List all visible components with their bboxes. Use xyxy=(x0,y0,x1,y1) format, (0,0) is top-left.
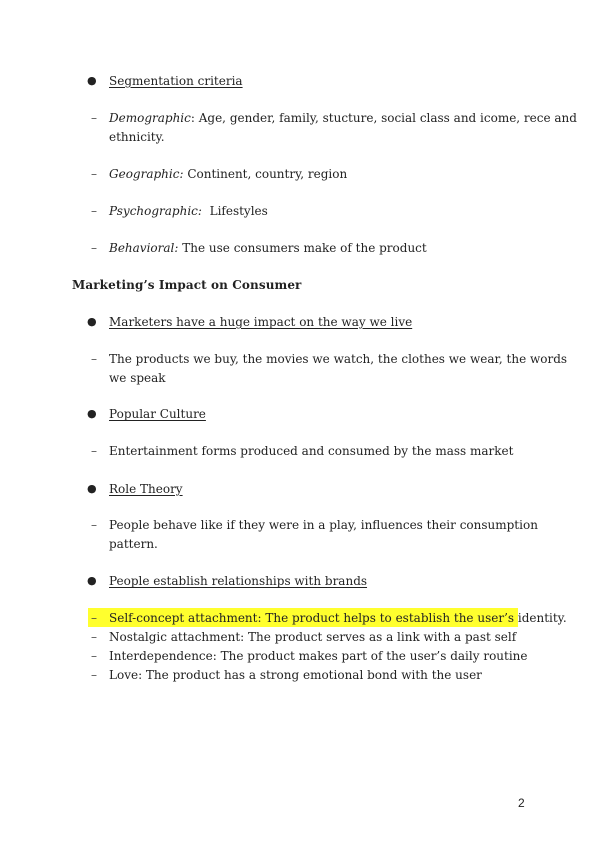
dash-marker: – xyxy=(91,352,97,366)
item-text: Lifestyles xyxy=(209,204,268,218)
dash-marker: – xyxy=(91,204,97,218)
dash-marker: – xyxy=(91,668,97,682)
item-text-continued: we speak xyxy=(109,371,166,385)
item-text: People behave like if they were in a play, influences their consumption xyxy=(109,518,538,532)
dash-marker: – xyxy=(91,167,97,181)
bullet-marker: ● xyxy=(87,315,97,328)
item-separator xyxy=(202,204,210,218)
dash-marker: – xyxy=(91,111,97,125)
item-text: Love: The product has a strong emotional bond with the user xyxy=(109,668,482,682)
bullet-title: Role Theory xyxy=(109,482,183,496)
dash-marker: – xyxy=(91,518,97,532)
bullet-marker: ● xyxy=(87,74,97,87)
item-text: Age, gender, family, stucture, social class and icome, rece and xyxy=(198,111,577,125)
item-text: Self-concept attachment: The product helps to establish the user’s identity. xyxy=(109,611,567,625)
item-text: Interdependence: The product makes part of the user’s daily routine xyxy=(109,649,528,663)
bullet-title: Popular Culture xyxy=(109,407,206,421)
dash-marker: – xyxy=(91,611,97,625)
dash-marker: – xyxy=(91,444,97,458)
item-term: Psychographic: xyxy=(109,204,202,218)
bullet-marker: ● xyxy=(87,482,97,495)
item-term: Demographic xyxy=(109,111,191,125)
dash-marker: – xyxy=(91,649,97,663)
item-text: Nostalgic attachment: The product serves as a link with a past self xyxy=(109,630,517,644)
bullet-marker: ● xyxy=(87,407,97,420)
item-separator: : xyxy=(190,111,199,125)
item-text-continued: pattern. xyxy=(109,537,158,551)
bullet-marker: ● xyxy=(87,574,97,587)
item-text-continued: ethnicity. xyxy=(109,130,165,144)
heading-text: Marketing’s Impact on Consumer xyxy=(72,278,302,292)
dash-marker: – xyxy=(91,241,97,255)
dash-marker: – xyxy=(91,630,97,644)
item-term: Behavioral: xyxy=(109,241,179,255)
item-term: Geographic: xyxy=(109,167,184,181)
page-number: 2 xyxy=(518,796,525,810)
item-text: Continent, country, region xyxy=(187,167,348,181)
item-text: The use consumers make of the product xyxy=(182,241,427,255)
bullet-title: Marketers have a huge impact on the way we live xyxy=(109,315,413,329)
bullet-title: People establish relationships with brands xyxy=(109,574,368,588)
item-text: Entertainment forms produced and consumed by the mass market xyxy=(109,444,514,458)
bullet-title: Segmentation criteria xyxy=(109,74,243,88)
item-text: The products we buy, the movies we watch, the clothes we wear, the words xyxy=(109,352,568,366)
